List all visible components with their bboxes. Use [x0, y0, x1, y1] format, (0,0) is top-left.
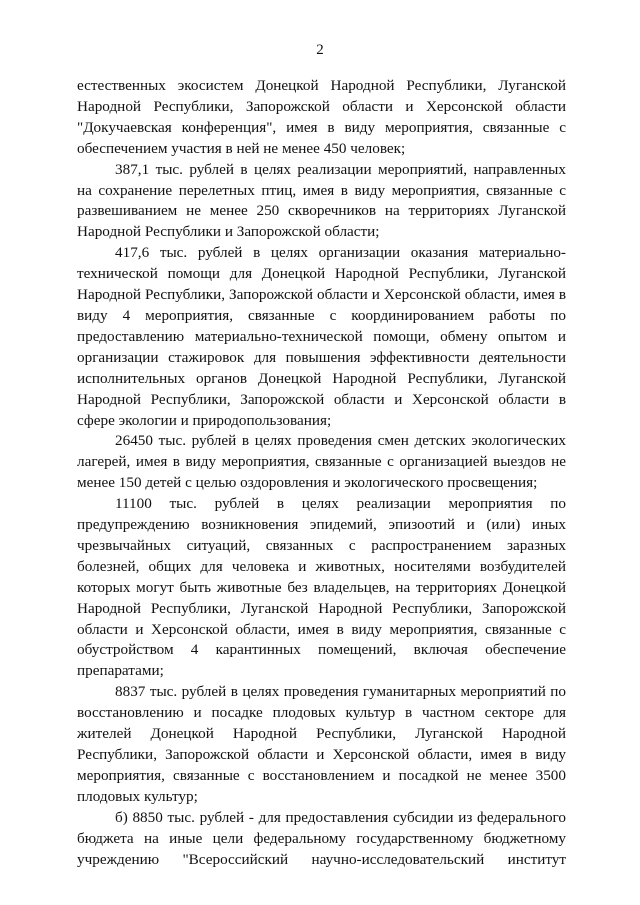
paragraph-epidemic-prevention: 11100 тыс. рублей в целях реализации мероприятия по предупреждению возникновения эпидемий, эпизоотий и (или) иных чрезвычайных ситуаций, связанных с распространением заразных болезней, общих для человека и животных, носителями возбудителей которых могут быть животные без владельцев, на территориях Донецкой Народной Республики, Луганской Народной Республики, Запорожской области и Херсонской области, имея в виду мероприятия, связанные с обустройством 4 карантинных помещений, включая обеспечение препаратами; [77, 495, 566, 680]
document-body [77, 76, 566, 870]
paragraph-migratory-birds: 387,1 тыс. рублей в целях реализации мероприятий, направленных на сохранение перелетных птиц, имея в виду мероприятия, связанные с развешиванием не менее 250 скворечников на территориях Луганской Народной Республики и Запорожской области; [77, 160, 566, 241]
paragraph-children-camps: 26450 тыс. рублей в целях проведения смен детских экологических лагерей, имея в виду мероприятия, связанные с организацией выездов не менее 150 детей с целью оздоровления и экологического просвещения; [77, 432, 566, 492]
page-number: 2 [316, 42, 324, 58]
paragraph-continuation: естественных экосистем Донецкой Народной Республики, Луганской Народной Республики, Запорожской области и Херсонской области "Докучаевская конференция", имея в виду мероприятия, связанные с обеспечением участия в ней не менее 450 человек; [77, 77, 566, 157]
paragraph-subsidy-b: б) 8850 тыс. рублей - для предоставления субсидии из федерального бюджета на иные цели федеральному государственному бюджетному учреждению "Всероссийский научно-исследовательский институт [77, 808, 566, 868]
paragraph-fruit-crops: 8837 тыс. рублей в целях проведения гуманитарных мероприятий по восстановлению и посадке плодовых культур в частном секторе для жителей Донецкой Народной Республики, Луганской Народной Республики, Запорожской области и Херсонской области, имея в виду мероприятия, связанные с восстановлением и посадкой не менее 3500 плодовых культур; [77, 683, 566, 805]
paragraph-material-assistance: 417,6 тыс. рублей в целях организации оказания материально-технической помощи для Донецкой Народной Республики, Луганской Народной Республики, Запорожской области и Херсонской области, имея в виду 4 мероприятия, связанные с координированием работы по предоставлению материально-технической помощи, обмену опытом и организации стажировок для повышения эффективности деятельности исполнительных органов Донецкой Народной Республики, Луганской Народной Республики, Запорожской области и Херсонской области в сфере экологии и природопользования; [77, 244, 566, 429]
